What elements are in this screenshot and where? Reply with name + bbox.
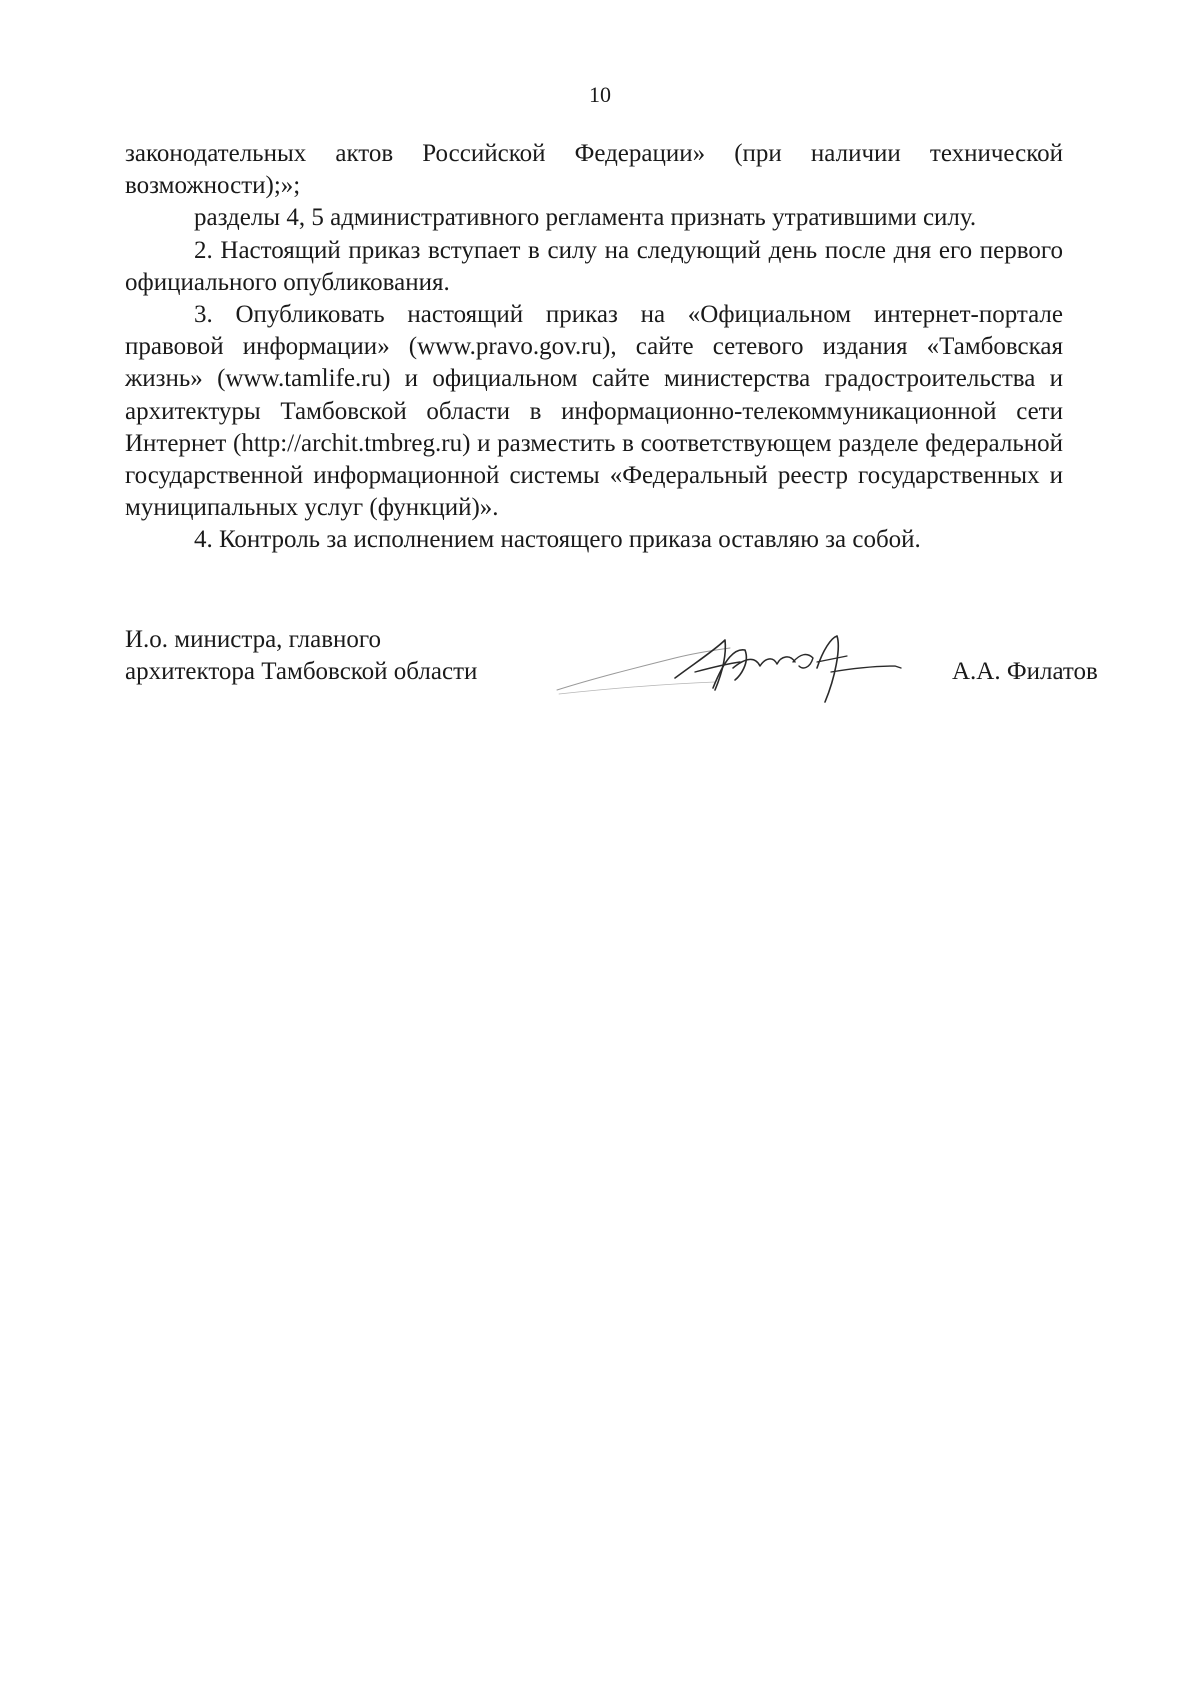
paragraph-item-4: 4. Контроль за исполнением настоящего приказа оставляю за собой.	[194, 526, 921, 554]
signatory-position-line-2: архитектора Тамбовской области	[125, 658, 478, 685]
paragraph-sections-repealed: разделы 4, 5 административного регламента признать утратившими силу.	[194, 204, 977, 232]
page-number: 10	[589, 82, 611, 107]
paragraph-continuation: законодательных актов Российской Федерации» (при наличии технической возможности);»;	[125, 140, 1063, 200]
document-body	[125, 138, 1063, 557]
handwritten-signature	[555, 628, 915, 706]
paragraph-item-3: 3. Опубликовать настоящий приказ на «Официальном интернет-портале правовой информации» (www.pravo.gov.ru), сайте сетевого издания «Тамбовская жизнь» (www.tamlife.ru) и официальном сайте министерства градостроительства и архитектуры Тамбовской области в информационно-телекоммуникационной сети Интернет (http://archit.tmbreg.ru) и разместить в соответствующем разделе федеральной государственной информационной системы «Федеральный реестр государственных и муниципальных услуг (функций)».	[125, 301, 1063, 522]
signatory-position-line-1: И.о. министра, главного	[125, 626, 382, 653]
paragraph-item-2: 2. Настоящий приказ вступает в силу на следующий день после дня его первого официального опубликования.	[125, 236, 1063, 296]
signatory-position	[125, 624, 477, 688]
signer-name: А.А. Филатов	[952, 658, 1098, 685]
